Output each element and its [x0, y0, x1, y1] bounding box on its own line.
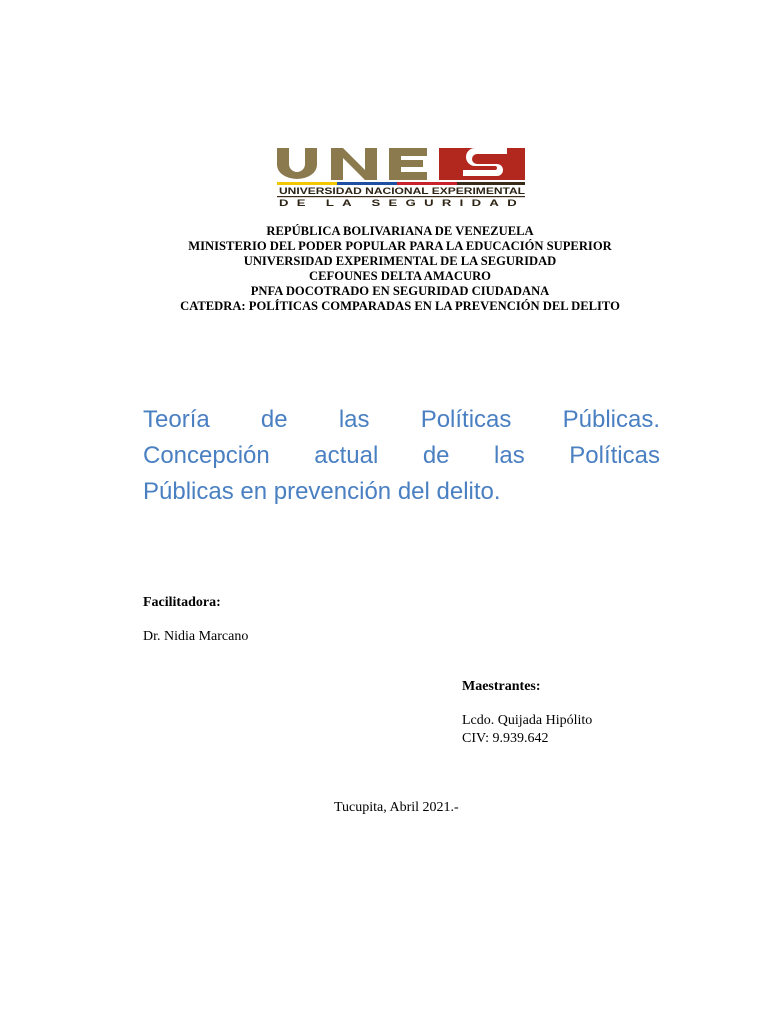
svg-text:DE LA SEGURIDAD: DE LA SEGURIDAD	[279, 197, 525, 208]
student-name: Lcdo. Quijada Hipólito	[462, 713, 593, 728]
svg-text:UNIVERSIDAD NACIONAL EXPERIMEN: UNIVERSIDAD NACIONAL EXPERIMENTAL	[279, 185, 526, 196]
title-line-2: Concepción actual de las Políticas	[143, 442, 660, 469]
header-line-republic: REPÚBLICA BOLIVARIANA DE VENEZUELA	[266, 224, 534, 238]
place-and-date: Tucupita, Abril 2021.-	[334, 800, 459, 815]
title-line-3: Públicas en prevención del delito.	[143, 478, 501, 505]
student-id-number: CIV: 9.939.642	[462, 731, 549, 746]
header-line-university: UNIVERSIDAD EXPERIMENTAL DE LA SEGURIDAD	[243, 253, 557, 268]
header-line-chair: CATEDRA: POLÍTICAS COMPARADAS EN LA PREVENCIÓN DEL DELITO	[180, 298, 620, 313]
facilitator-label: Facilitadora:	[143, 595, 221, 610]
students-label: Maestrantes:	[462, 679, 541, 694]
header-line-ministry: MINISTERIO DEL PODER POPULAR PARA LA EDUCACIÓN SUPERIOR	[188, 238, 612, 253]
unes-logo-graphic	[275, 146, 529, 210]
header-line-program: PNFA DOCOTRADO EN SEGURIDAD CIUDADANA	[250, 283, 550, 298]
unes-logo	[275, 146, 529, 210]
facilitator-name: Dr. Nidia Marcano	[143, 629, 249, 644]
document-title	[143, 402, 660, 510]
header-line-center: CEFOUNES DELTA AMACURO	[309, 268, 491, 283]
title-line-1: Teoría de las Políticas Públicas.	[143, 406, 660, 433]
institution-header	[0, 224, 768, 313]
